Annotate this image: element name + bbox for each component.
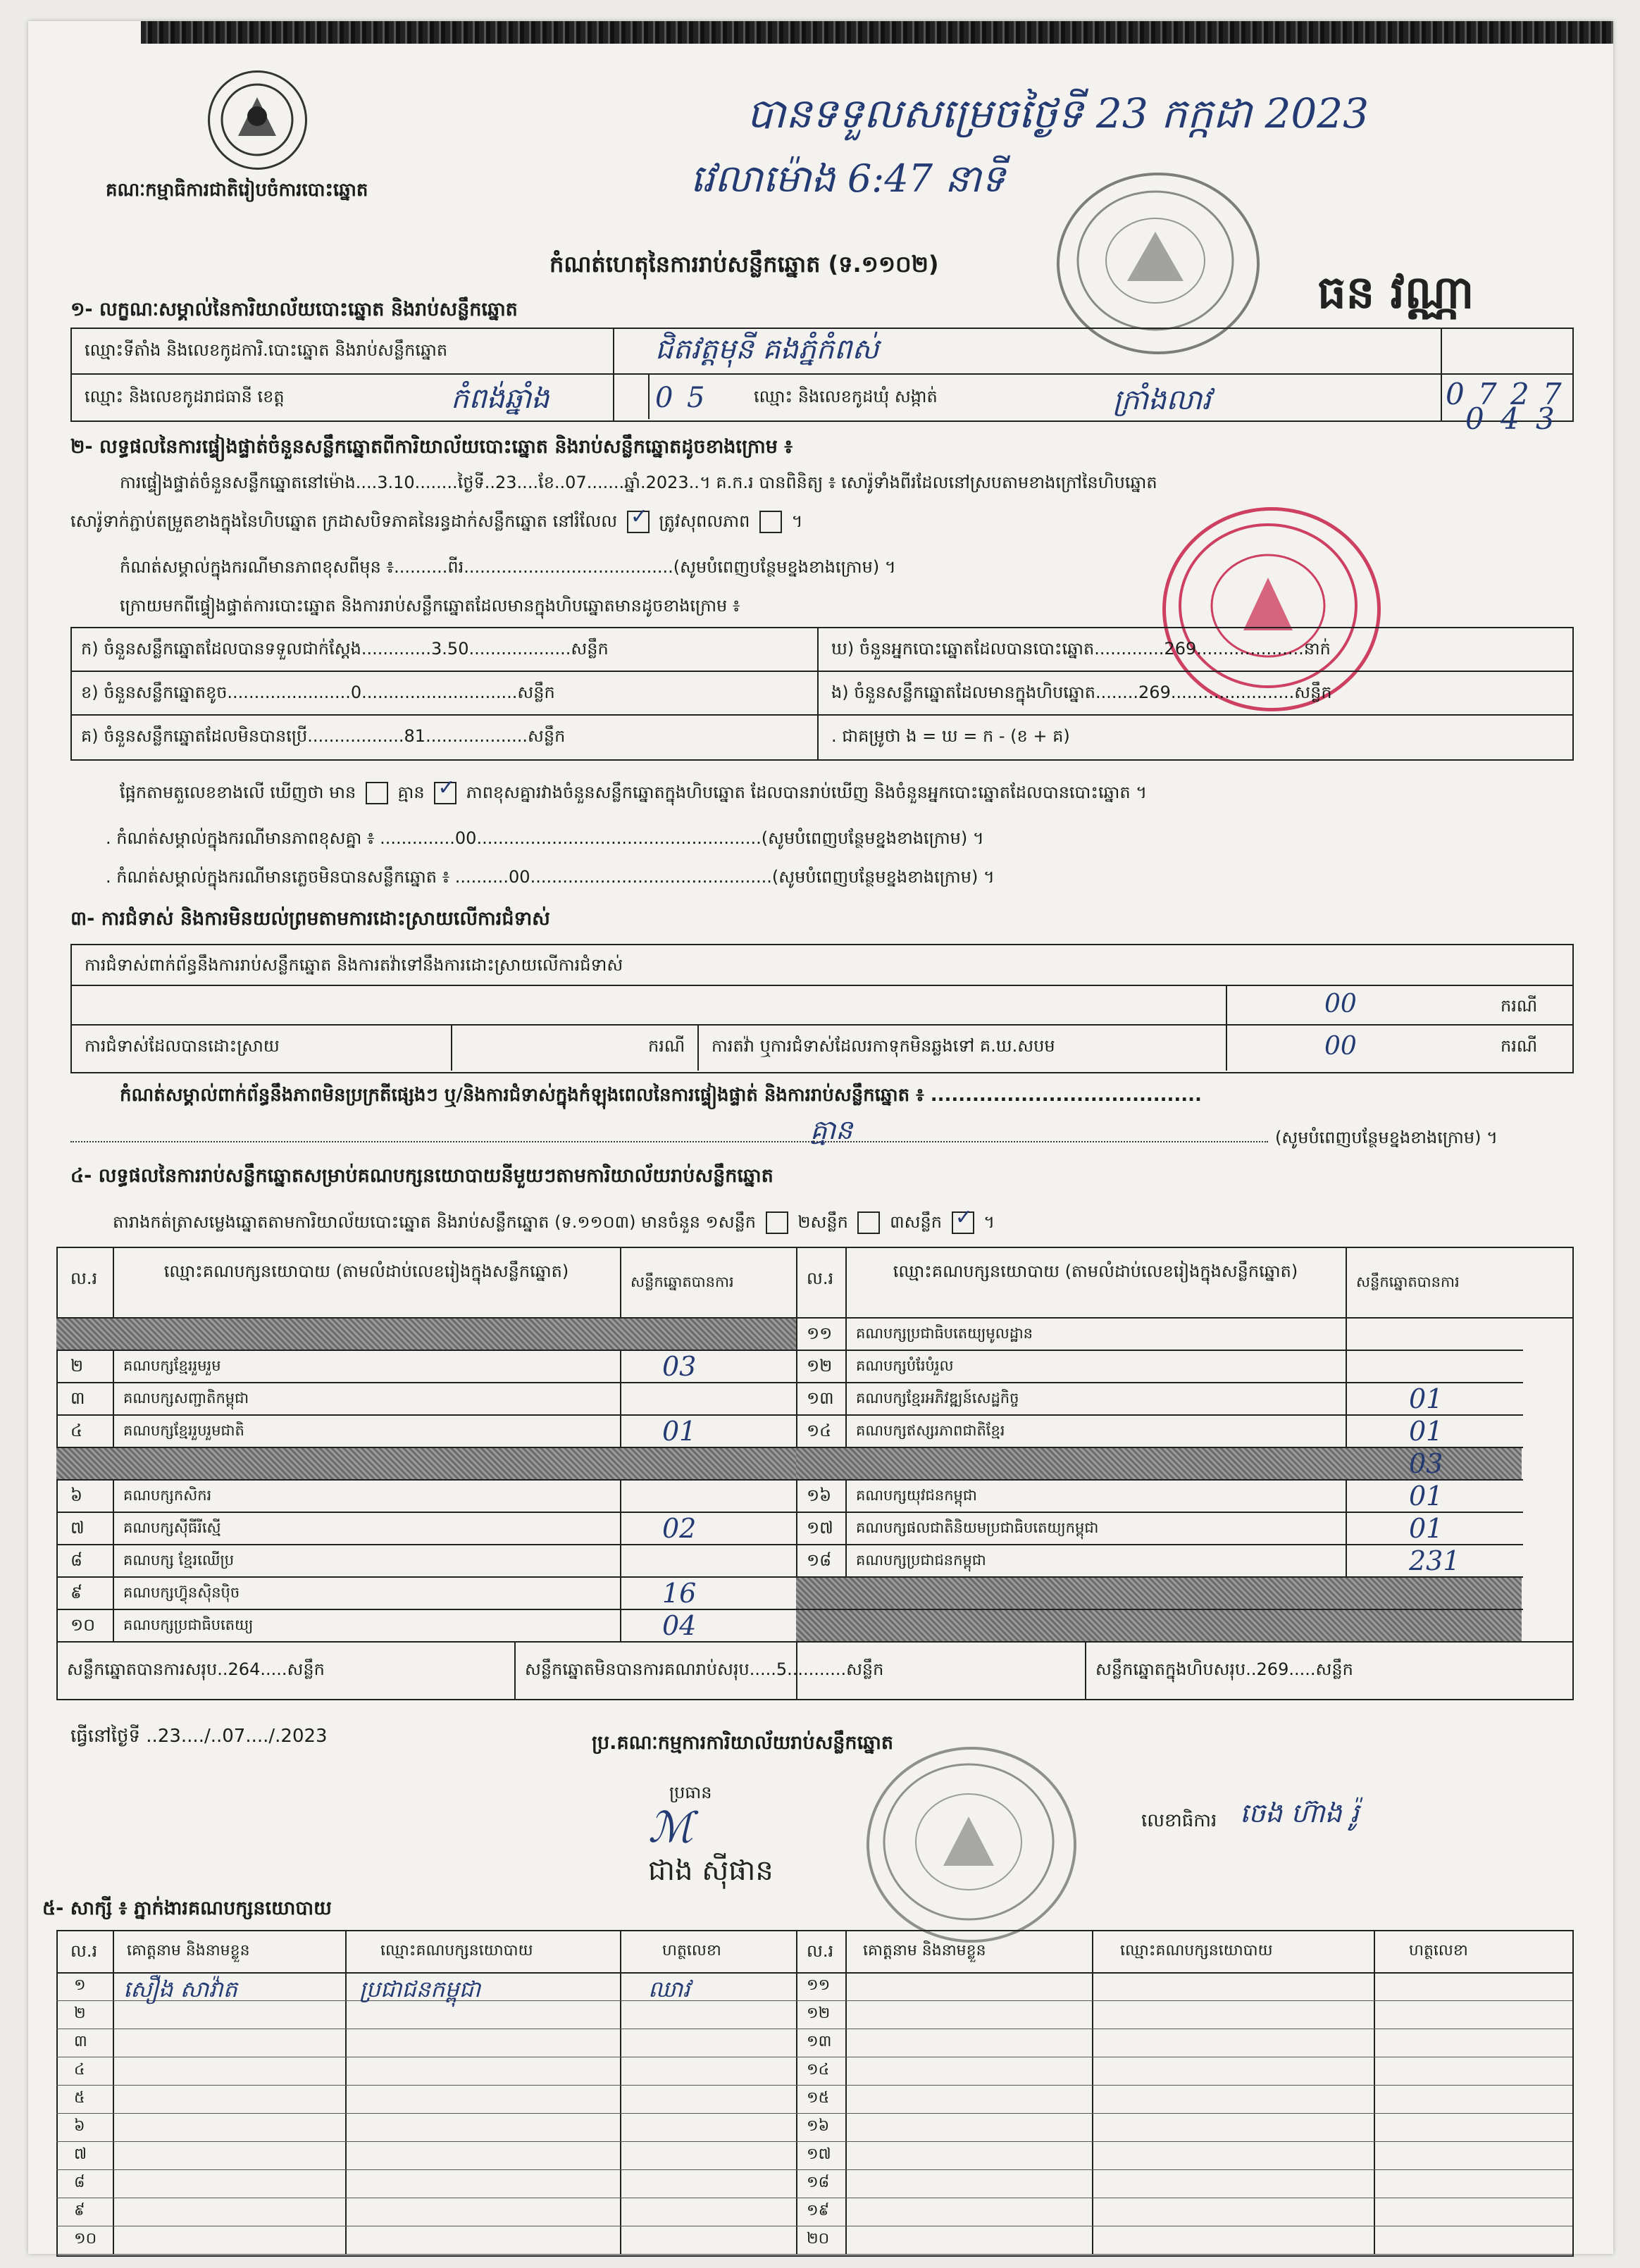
result-row-party: គណបក្សយុវជនកម្ពុជា [856,1487,977,1504]
result-row-no: ១២ [807,1356,833,1376]
irregularity-note: កំណត់សម្គាល់ពាក់ព័ន្ធនឹងភាពមិនប្រក្រតីផ្សេងៗ ឬ/និងការជំទាស់ក្នុងកំឡុងពេលនៃការផ្ទៀងផ្ទាត់ និងការរាប់សន្លឹកឆ្នោត ៖ ....................................... [120,1085,1202,1106]
section4-heading: ៤- លទ្ធផលនៃការរាប់សន្លឹកឆ្នោតសម្រាប់គណបក្សនយោបាយនីមួយៗតាមការិយាល័យរាប់សន្លឹកឆ្នោត [70,1165,774,1187]
nec-emblem-icon [208,70,307,170]
total-valid-ballots: សន្លឹកឆ្នោតបានការសរុប..264.....សន្លឹក [67,1659,325,1679]
witness-no: ២០ [807,2230,830,2248]
result-row-no: ៨ [70,1550,82,1570]
result-row-votes: 01 [1409,1481,1443,1512]
result-row-no: ១៤ [807,1421,832,1440]
secretary-label: លេខាធិការ [1141,1810,1217,1831]
col-no-left: ល.រ [70,1269,98,1288]
col-votes-right: សន្លឹកឆ្នោតបានការ [1356,1273,1460,1290]
result-row-votes: 01 [1409,1383,1443,1414]
commune-label: ឈ្មោះ និងលេខកូដឃុំ សង្កាត់ [754,387,938,406]
resolved-objection-label: ការជំទាស់ដែលបានដោះស្រាយ [85,1036,280,1056]
seal-valid-checkbox[interactable] [627,511,650,533]
result-row-no: ១៨ [807,1550,832,1570]
witness-no: ១១ [807,1976,831,1994]
escalated-objection-count: 00 [1324,1032,1357,1061]
result-row-party: គណបក្សខ្មែរអភិវឌ្ឍន៍សេដ្ឋកិច្ច [856,1390,1019,1407]
discrepancy-yes-checkbox[interactable] [366,782,388,804]
result-row-no: ៦ [70,1485,82,1505]
result-row-votes: 01 [662,1416,697,1447]
document-page: គណៈកម្មាធិការជាតិរៀបចំការបោះឆ្នោត បានទទួលសម្រេចថ្ងៃទី 23 កក្កដា 2023 វេលាម៉ោង 6:47 នាទី ធន វណ្ណា កំណត់ហេតុនៃការរាប់សន្លឹកឆ្នោត (ទ.១១០២) ១- លក្ខណៈសម្គាល់នៃការិយាល័យបោះឆ្នោត និងរាប់សន្លឹកឆ្នោត ឈ្មោះទីតាំង និងលេខកូដការិ.បោះឆ្នោត និងរាប់សន្លឹកឆ្នោត ជិតវត្តមុនី គងភ្នំកំពស់ 0 7 2 7 ឈ្មោះ និងលេខកូដរាជធានី ខេត្ត កំពង់ឆ្នាំង 0 5 ឈ្មោះ និងលេខកូដឃុំ សង្កាត់ ក្រាំងលាវ 0 4 3 ២- លទ្ធផលនៃការផ្ទៀងផ្ទាត់ចំនួនសន្លឹកឆ្នោតពីការិយាល័យបោះឆ្នោត និងរាប់សន្លឹកឆ្នោតដូចខាងក្រោម ៖ ការផ្ទៀងផ្ទាត់ចំនួនសន្លឹកឆ្នោតនៅម៉ោង....3.10........ថ្ងៃទី..23....ខែ..07.......ឆ្នាំ.2023..។ គ.ក.រ បានពិនិត្យ ៖ សោរ៉ូទាំងពីរដែលនៅស្របតាមខាងក្រៅនៃហិបឆ្នោត សោរ៉ូទាក់ភ្ជាប់តម្រួតខាងក្នុងនៃហិបឆ្នោត ក្រដាសបិទភាគនៃរន្ធដាក់សន្លឹកឆ្នោត នៅរំលែល ✓ ត្រូវសុពលភាព ។ កំណត់សម្គាល់ក្នុងករណីមានភាពខុសពីមុន ៖..........ពីរ.......................................(សូមបំពេញបន្ថែមខ្នងខាងក្រោម) ។ ក្រោយមកពីផ្ទៀងផ្ទាត់ការបោះឆ្នោត និងការរាប់សន្លឹកឆ្នោតដែលមានក្នុងហិបឆ្នោតមានដូចខាងក្រោម ៖ ក) ចំនួនសន្លឹកឆ្នោតដែលបានទទួលជាក់ស្តែង.............3.50...................សន្លឹក ខ) ចំនួនសន្លឹកឆ្នោតខូច.......................0.............................សន្លឹក គ) ចំនួនសន្លឹកឆ្នោតដែលមិនបានប្រើ..................81...................សន្លឹក ឃ) ចំនួនអ្នកបោះឆ្នោតដែលបានបោះឆ្នោត.............269....................នាក់ ង) ចំនួនសន្លឹកឆ្នោតដែលមានក្នុងហិបឆ្នោត........269.......................សន្លឹក . ជាគម្រូថា ង = ឃ = ក - (ខ + គ) ផ្អែកតាមតួលេខខាងលើ ឃើញថា មាន គ្មាន ✓ ភាពខុសគ្នារវាងចំនួនសន្លឹកឆ្នោតក្នុងហិបឆ្នោត ដែលបានរាប់ឃើញ និងចំនួនអ្នកបោះឆ្នោតដែលបានបោះឆ្នោត ។ . កំណត់សម្គាល់ក្នុងករណីមានភាពខុសគ្នា ៖ ..............00.....................................................(សូមបំពេញបន្ថែមខ្នងខាងក្រោម) ។ . កំណត់សម្គាល់ក្នុងករណីមានភ្លេចមិនបានសន្លឹកឆ្នោត ៖ ..........00.............................................(សូមបំពេញបន្ថែមខ្នងខាងក្រោម) ។ ៣- ការជំទាស់ និងការមិនយល់ព្រមតាមការដោះស្រាយលើការជំទាស់ ការជំទាស់ពាក់ព័ន្ធនឹងការរាប់សន្លឹកឆ្នោត និងការតវ៉ាទៅនឹងការដោះស្រាយលើការជំទាស់ 00 ករណី ការជំទាស់ដែលបានដោះស្រាយ ករណី ការតវ៉ា ឬការជំទាស់ដែលរកាទុកមិនឆ្លងទៅ គ.ឃ.សបម 00 ករណី កំណត់សម្គាល់ពាក់ព័ន្ធនឹងភាពមិនប្រក្រតីផ្សេងៗ ឬ/និងការជំទាស់ក្នុងកំឡុងពេលនៃការផ្ទៀងផ្ទាត់ និងការរាប់សន្លឹកឆ្នោត ៖ ....................................... គ្មាន (សូមបំពេញបន្ថែមខ្នងខាងក្រោម) ។ ៤- លទ្ធផលនៃការរាប់សន្លឹកឆ្នោតសម្រាប់គណបក្សនយោបាយនីមួយៗតាមការិយាល័យរាប់សន្លឹកឆ្នោត តារាងកត់ត្រាសម្លេងឆ្នោតតាមការិយាល័យបោះឆ្នោត និងរាប់សន្លឹកឆ្នោត (ទ.១១០៣) មានចំនួន ១សន្លឹក ២សន្លឹក ៣សន្លឹក ✓ ។ ល.រ ឈ្មោះគណបក្សនយោបាយ (តាមលំដាប់លេខរៀងក្នុងសន្លឹកឆ្នោត) សន្លឹកឆ្នោតបានការ ល.រ ឈ្មោះគណបក្សនយោបាយ (តាមលំដាប់លេខរៀងក្នុងសន្លឹកឆ្នោត) សន្លឹកឆ្នោតបានការ ២ គណបក្សខ្មែររួមរួម 03 ៣ គណបក្សសញ្ជាតិកម្ពុជា ៤ គណបក្សខ្មែររួបរួមជាតិ 01 ៦ គណបក្សកសិករ ៧ គណបក្សស៊ីធីរីស្មើ 02 ៨ គណបក្ស ខ្មែរឈើប្រ ៩ គណបក្សហ៊្វុនស៊ិនប៉ិច 16 ១០ គណបក្សប្រជាធិបតេយ្យ 04 ១១ គណបក្សប្រជាធិបតេយ្យមូលដ្ឋាន ១២ គណបក្សបំរែបំរួល ១៣ គណបក្សខ្មែរអភិវឌ្ឍន៍សេដ្ឋកិច្ច 01 ១៤ គណបក្សឥស្សរភាពជាតិខ្មែរ 01 03 ១៦ គណបក្សយុវជនកម្ពុជា 01 ១៧ គណបក្សផលជាតិនិយមប្រជាធិបតេយ្យកម្ពុជា 01 ១៨ គណបក្សប្រជាជនកម្ពុជា 231 សន្លឹកឆ្នោតបានការសរុប..264.....សន្លឹក សន្លឹកឆ្នោតមិនបានការគណរាប់សរុប.....5...........សន្លឹក សន្លឹកឆ្នោតក្នុងហិបសរុប..269.....សន្លឹក ធ្វើនៅថ្ងៃទី ..23..../..07..../.2023 ប្រ.គណៈកម្មការការិយាល័យរាប់សន្លឹកឆ្នោត ប្រធាន ℳ ជាង ស៊ីផាន លេខាធិការ ចេង ហ៊ាង រ៉ូ ៥- សាក្សី ៖ ភ្នាក់ងារគណបក្សនយោបាយ ល.រ គោត្តនាម និងនាមខ្លួន ឈ្មោះគណបក្សនយោបាយ ហត្ថលេខា ល.រ គោត្តនាម និងនាមខ្លួន ឈ្មោះគណបក្សនយោបាយ ហត្ថលេខា ១ សឿង សាវ៉ាត ប្រជាជនកម្ពុជា ឈាវ ១១ ២ ១២ ៣ ១៣ ៤ ១៤ ៥ ១៥ ៦ ១៦ ៧ ១៧ ៨ ១៨ ៩ ១៩ ១០ ២០ [28,21,1613,2254]
result-row-votes: 231 [1409,1545,1460,1576]
province-value: កំពង់ឆ្នាំង [451,382,549,415]
result-row-party: គណបក្សស៊ីធីរីស្មើ [123,1519,221,1536]
witness-no: ១៣ [807,2033,832,2050]
result-row-party: គណបក្ស ខ្មែរឈើប្រ [123,1552,235,1569]
result-row-party: គណបក្សប្រជាធិបតេយ្យមូលដ្ឋាន [856,1325,1033,1342]
result-row-no: ៣ [70,1388,85,1408]
result-row-votes: 03 [1409,1448,1443,1479]
location-label: ឈ្មោះទីតាំង និងលេខកូដការិ.បោះឆ្នោត និងរាប់សន្លឹកឆ្នោត [85,340,448,360]
ballots-in-box-row: ង) ចំនួនសន្លឹកឆ្នោតដែលមានក្នុងហិបឆ្នោត........269.......................សន្លឹក [831,683,1332,702]
col-party-right: ឈ្មោះគណបក្សនយោបាយ (តាមលំដាប់លេខរៀងក្នុងសន្លឹកឆ្នោត) [893,1261,1298,1281]
witness-name: សឿង សាវ៉ាត [123,1976,237,2002]
seal-check-line: សោរ៉ូទាក់ភ្ជាប់តម្រួតខាងក្នុងនៃហិបឆ្នោត ក្រដាសបិទភាគនៃរន្ធដាក់សន្លឹកឆ្នោត នៅរំលែល ✓ ត្រូវសុពលភាព ។ [70,511,802,533]
form-title: កំណត់ហេតុនៃការរាប់សន្លឹកឆ្នោត (ទ.១១០២) [549,251,939,278]
shaded-row [56,1319,796,1350]
result-row-no: ៤ [70,1421,82,1440]
result-row-party: គណបក្សខ្មែររួមរួម [123,1357,221,1374]
result-row-no: ៩ [70,1583,82,1602]
result-row-party: គណបក្សហ៊្វុនស៊ិនប៉ិច [123,1584,240,1601]
witness-no: ៤ [74,2061,85,2079]
result-row-no: ២ [70,1356,84,1376]
witness-no: ១៩ [807,2202,830,2219]
total-ballots-in-box: សន្លឹកឆ្នោតក្នុងហិបសរុប..269.....សន្លឹក [1095,1659,1353,1679]
objection-row: ការជំទាស់ពាក់ព័ន្ធនឹងការរាប់សន្លឹកឆ្នោត និងការតវ៉ាទៅនឹងការដោះស្រាយលើការជំទាស់ [85,955,623,975]
seal-invalid-checkbox[interactable] [759,511,782,533]
result-row-party: គណបក្សប្រជាជនកម្ពុជា [856,1552,986,1569]
committee-name: គណៈកម្មាធិការជាតិរៀបចំការបោះឆ្នោត [106,180,368,201]
signer-name: ធន វណ្ណា [1317,266,1474,319]
result-row-votes: 02 [662,1513,697,1544]
result-row-no: ១៣ [807,1388,834,1408]
discrepancy-note: . កំណត់សម្គាល់ក្នុងករណីមានភាពខុសគ្នា ៖ ..............00.....................................................(សូមបំពេញបន្ថែមខ្នងខាងក្រោម) ។ [106,828,984,848]
col-no-right: ល.រ [807,1269,834,1288]
shaded-row [796,1610,1522,1641]
result-row-no: ៧ [70,1518,85,1538]
witness-party: ប្រជាជនកម្ពុជា [359,1976,481,2002]
location-value: ជិតវត្តមុនី គងភ្នំកំពស់ [655,333,879,366]
discrepancy-line: ផ្អែកតាមតួលេខខាងលើ ឃើញថា មាន គ្មាន ✓ ភាពខុសគ្នារវាងចំនួនសន្លឹកឆ្នោតក្នុងហិបឆ្នោត ដែលបានរាប់ឃើញ និងចំនួនអ្នកបោះឆ្នោតដែលបានបោះឆ្នោត ។ [120,782,1147,804]
shaded-row [56,1448,796,1479]
col-witness-name: គោត្តនាម និងនាមខ្លួន [127,1942,250,1959]
witness-no: ៧ [74,2145,87,2163]
result-row-votes: 01 [1409,1513,1443,1544]
col-votes-left: សន្លឹកឆ្នោតបានការ [630,1273,734,1290]
section5-heading: ៥- សាក្សី ៖ ភ្នាក់ងារគណបក្សនយោបាយ [42,1898,332,1919]
result-row-no: ១៧ [807,1518,833,1538]
discrepancy-no-checkbox[interactable] [434,782,456,804]
signing-date: ធ្វើនៅថ្ងៃទី ..23..../..07..../.2023 [70,1726,328,1747]
seal-note-line: កំណត់សម្គាល់ក្នុងករណីមានភាពខុសពីមុន ៖..........ពីរ.......................................(សូមបំពេញបន្ថែមខ្នងខាងក្រោម) ។ [120,557,896,577]
shaded-row [796,1578,1522,1609]
result-row-party: គណបក្សផលជាតិនិយមប្រជាធិបតេយ្យកម្ពុជា [856,1519,1099,1536]
secretary-name: ចេង ហ៊ាង រ៉ូ [1240,1797,1359,1828]
received-time-note: វេលាម៉ោង 6:47 នាទី [690,156,1005,201]
verification-time-line: ការផ្ទៀងផ្ទាត់ចំនួនសន្លឹកឆ្នោតនៅម៉ោង....3.10........ថ្ងៃទី..23....ខែ..07.......ឆ្នាំ.2023..។ គ.ក.រ បានពិនិត្យ ៖ សោរ៉ូទាំងពីរដែលនៅស្របតាមខាងក្រៅនៃហិបឆ្នោត [120,473,1157,492]
sheet-3-checkbox[interactable] [952,1211,974,1234]
col-witness-sign: ហត្ថលេខា [662,1942,721,1959]
result-row-no: ១១ [807,1323,833,1343]
result-row-no: ១៦ [807,1485,832,1505]
result-row-votes: 01 [1409,1416,1443,1447]
chair-name: ជាង ស៊ីផាន [648,1855,774,1887]
witness-no: ១២ [807,2005,831,2022]
total-invalid-ballots: សន្លឹកឆ្នោតមិនបានការគណរាប់សរុប.....5...........សន្លឹក [525,1659,884,1679]
result-row-no: ១០ [70,1615,96,1635]
witness-no: ៦ [74,2117,85,2135]
scan-top-border [141,21,1613,44]
escalated-objection-label: ការតវ៉ា ឬការជំទាស់ដែលរកាទុកមិនឆ្លងទៅ គ.ឃ.សបម [712,1036,1055,1056]
received-date-note: បានទទួលសម្រេចថ្ងៃទី 23 កក្កដា 2023 [747,89,1369,137]
col-witness-party: ឈ្មោះគណបក្សនយោបាយ [380,1942,533,1959]
witness-no: ២ [74,2005,86,2022]
section3-heading: ៣- ការជំទាស់ និងការមិនយល់ព្រមតាមការដោះស្រាយលើការជំទាស់ [70,908,550,930]
col-party-left: ឈ្មោះគណបក្សនយោបាយ (តាមលំដាប់លេខរៀងក្នុងសន្លឹកឆ្នោត) [163,1261,569,1281]
voters-voted-row: ឃ) ចំនួនអ្នកបោះឆ្នោតដែលបានបោះឆ្នោត.............269....................នាក់ [831,639,1331,659]
result-row-party: គណបក្សបំរែបំរួល [856,1357,954,1374]
ballots-received-row: ក) ចំនួនសន្លឹកឆ្នោតដែលបានទទួលជាក់ស្តែង.............3.50...................សន្លឹក [81,639,609,659]
witness-no: ១៦ [807,2117,830,2135]
objection-count: 00 [1324,990,1357,1018]
section1-heading: ១- លក្ខណៈសម្គាល់នៃការិយាល័យបោះឆ្នោត និងរាប់សន្លឹកឆ្នោត [70,299,518,320]
result-row-votes: 03 [662,1351,697,1382]
irregularity-value: គ្មាន [810,1114,853,1145]
witness-no: ១៧ [807,2145,831,2163]
witness-no: ៩ [74,2202,85,2219]
section2-heading: ២- លទ្ធផលនៃការផ្ទៀងផ្ទាត់ចំនួនសន្លឹកឆ្នោតពីការិយាល័យបោះឆ្នោត និងរាប់សន្លឹកឆ្នោតដូចខាងក្រោម ៖ [70,436,793,458]
result-row-party: គណបក្សប្រជាធិបតេយ្យ [123,1616,254,1633]
chair-signature: ℳ [648,1803,694,1852]
witness-no: ១៥ [807,2089,830,2107]
chair-role: ប្រធាន [669,1783,712,1802]
chair-office-label: ប្រ.គណៈកម្មការការិយាល័យរាប់សន្លឹកឆ្នោត [592,1732,893,1754]
sheet-1-checkbox[interactable] [766,1211,788,1234]
witness-no: ១៤ [807,2061,830,2079]
office-seal-icon [866,1747,1076,1943]
result-row-party: គណបក្សកសិករ [123,1487,212,1504]
witness-no: ៣ [74,2033,87,2050]
witness-no: ៥ [74,2089,85,2107]
result-row-votes: 16 [662,1578,697,1609]
result-row-party: គណបក្សខ្មែររួបរួមជាតិ [123,1422,244,1439]
missing-ballot-note: . កំណត់សម្គាល់ក្នុងករណីមានភ្លេចមិនបានសន្លឹកឆ្នោត ៖ ..........00.............................................(សូមបំពេញបន្ថែមខ្នងខាងក្រោម) ។ [106,867,995,887]
province-label: ឈ្មោះ និងលេខកូដរាជធានី ខេត្ត [85,387,285,406]
witness-no: ១៨ [807,2174,830,2191]
sheet-count-line: តារាងកត់ត្រាសម្លេងឆ្នោតតាមការិយាល័យបោះឆ្នោត និងរាប់សន្លឹកឆ្នោត (ទ.១១០៣) មានចំនួន ១សន្លឹក ២សន្លឹក ៣សន្លឹក ✓ ។ [113,1211,995,1234]
result-row-votes: 04 [662,1610,697,1641]
witness-signature: ឈាវ [648,1976,690,2002]
result-row-party: គណបក្សសញ្ជាតិកម្ពុជា [123,1390,249,1407]
sheet-2-checkbox[interactable] [857,1211,880,1234]
commune-value: ក្រាំងលាវ [1113,384,1211,416]
witness-no: ៨ [74,2174,85,2191]
witness-no: ១០ [74,2230,97,2248]
ballots-spoiled-row: ខ) ចំនួនសន្លឹកឆ្នោតខូច.......................0.............................សន្លឹក [81,683,555,702]
ballot-count-intro: ក្រោយមកពីផ្ទៀងផ្ទាត់ការបោះឆ្នោត និងការរាប់សន្លឹកឆ្នោតដែលមានក្នុងហិបឆ្នោតមានដូចខាងក្រោម ៖ [120,596,740,616]
formula-row: . ជាគម្រូថា ង = ឃ = ក - (ខ + គ) [831,726,1070,746]
ballots-unused-row: គ) ចំនួនសន្លឹកឆ្នោតដែលមិនបានប្រើ..................81...................សន្លឹក [81,726,566,746]
witness-no: ១ [74,1976,86,1994]
result-row-party: គណបក្សឥស្សរភាពជាតិខ្មែរ [856,1422,1005,1439]
